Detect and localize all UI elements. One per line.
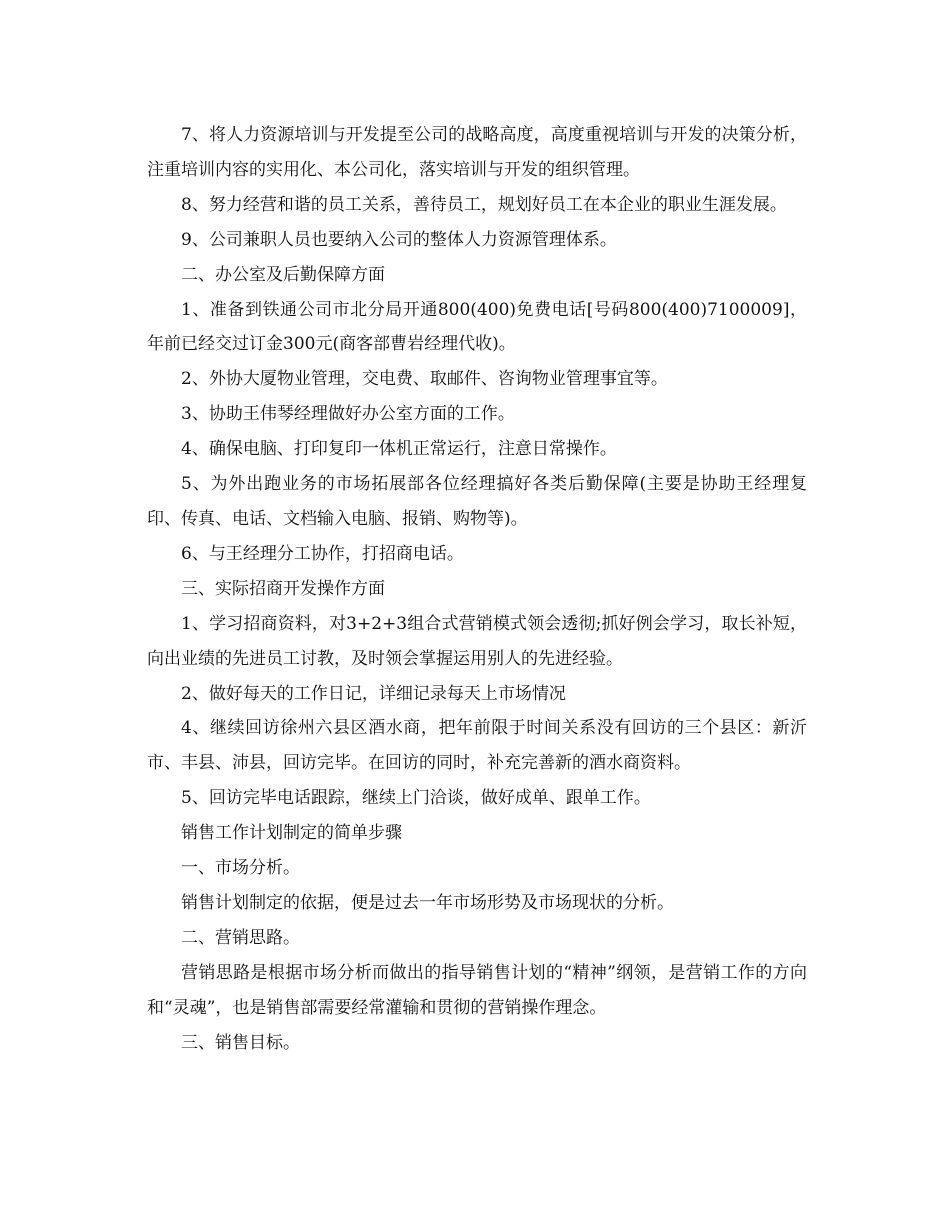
paragraph-study-materials: 1、学习招商资料，对3+2+3组合式营销模式领会透彻;抓好例会学习，取长补短，向出业绩的先进员工讨教，及时领会掌握运用别人的先进经验。 bbox=[147, 613, 807, 669]
section-heading-market-analysis: 一、市场分析。 bbox=[181, 858, 300, 879]
paragraph-employee-relations: 8、努力经营和谐的员工关系，善待员工，规划好员工在本企业的职业生涯发展。 bbox=[181, 194, 787, 215]
paragraph-part-time-staff: 9、公司兼职人员也要纳入公司的整体人力资源管理体系。 bbox=[181, 229, 617, 250]
paragraph-equipment: 4、确保电脑、打印复印一体机正常运行，注意日常操作。 bbox=[181, 439, 617, 460]
section-heading-sales-plan-steps: 销售工作计划制定的简单步骤 bbox=[181, 823, 402, 844]
paragraph-market-analysis: 销售计划制定的依据，便是过去一年市场形势及市场现状的分析。 bbox=[181, 892, 674, 913]
paragraph-property-management: 2、外协大厦物业管理，交电费、取邮件、咨询物业管理事宜等。 bbox=[181, 369, 668, 390]
document-body bbox=[147, 118, 807, 1060]
section-heading-marketing-ideas: 二、营销思路。 bbox=[181, 927, 300, 948]
paragraph-follow-up-visits: 4、继续回访徐州六县区酒水商，把年前限于时间关系没有回访的三个县区：新沂市、丰县、沛县，回访完毕。在回访的同时，补充完善新的酒水商资料。 bbox=[147, 718, 807, 774]
paragraph-assist-manager: 3、协助王伟琴经理做好办公室方面的工作。 bbox=[181, 404, 515, 425]
section-heading-sales-targets: 三、销售目标。 bbox=[181, 1032, 300, 1053]
section-heading-investment: 三、实际招商开发操作方面 bbox=[181, 578, 385, 599]
paragraph-work-diary: 2、做好每天的工作日记，详细记录每天上市场情况 bbox=[181, 683, 566, 704]
section-heading-office-support: 二、办公室及后勤保障方面 bbox=[181, 264, 385, 285]
paragraph-logistics: 5、为外出跑业务的市场拓展部各位经理搞好各类后勤保障(主要是协助王经理复印、传真、电话、文档输入电脑、报销、购物等)。 bbox=[147, 474, 807, 529]
paragraph-marketing-ideas: 营销思路是根据市场分析而做出的指导销售计划的“精神”纲领，是营销工作的方向和“灵魂”，也是销售部需要经常灌输和贯彻的营销操作理念。 bbox=[147, 962, 807, 1018]
paragraph-phone-calls: 6、与王经理分工协作，打招商电话。 bbox=[181, 543, 464, 564]
paragraph-free-phone: 1、准备到铁通公司市北分局开通800(400)免费电话[号码800(400)7100009]，年前已经交过订金300元(商客部曹岩经理代收)。 bbox=[147, 299, 807, 355]
paragraph-hr-training: 7、将人力资源培训与开发提至公司的战略高度，高度重视培训与开发的决策分析，注重培训内容的实用化、本公司化，落实培训与开发的组织管理。 bbox=[147, 125, 807, 180]
paragraph-phone-tracking: 5、回访完毕电话跟踪，继续上门洽谈，做好成单、跟单工作。 bbox=[181, 788, 651, 809]
